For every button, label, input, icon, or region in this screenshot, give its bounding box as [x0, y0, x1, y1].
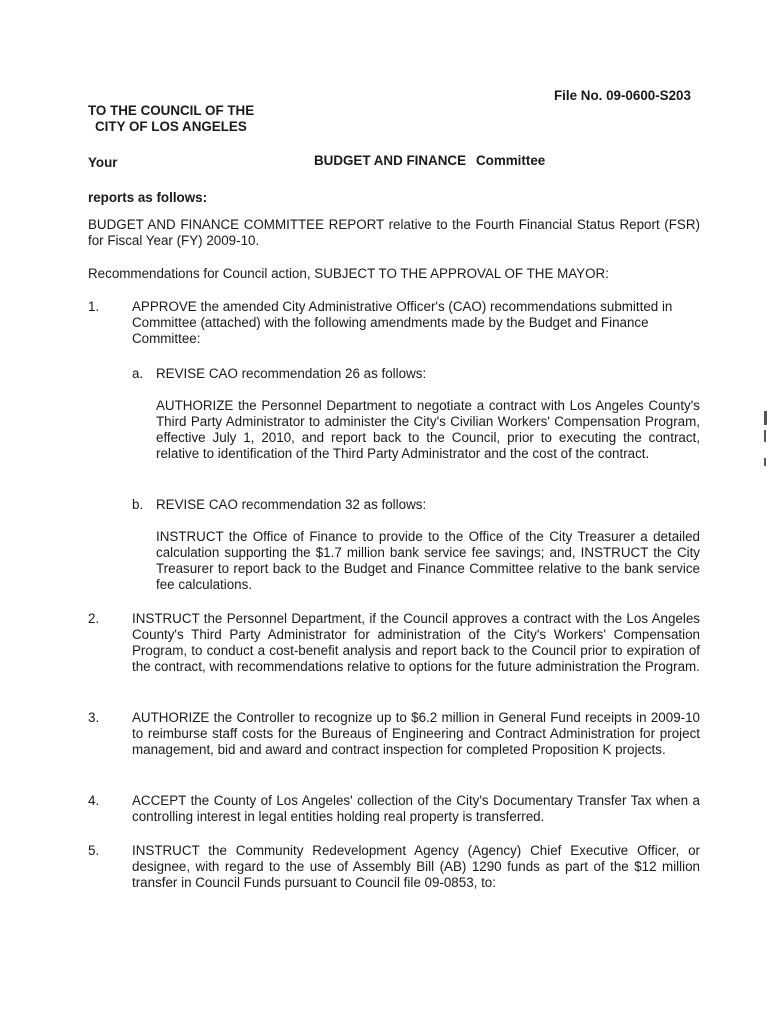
recommendations-intro: Recommendations for Council action, SUBJECT TO THE APPROVAL OF THE MAYOR:	[88, 266, 609, 281]
committee-word: Committee	[476, 153, 546, 168]
subitem-quote: AUTHORIZE the Personnel Department to negotiate a contract with Los Angeles County's Third Party Administrator to administer the City's Civilian Workers' Compensation Program, effective July 1, 2010, and report back to the Council, prior to executing the contract, relative to identification of the Third Party Administrator and the cost of the contract.	[156, 398, 700, 461]
item-number: 3.	[88, 710, 100, 725]
item-number: 1.	[88, 299, 100, 314]
committee-name: BUDGET AND FINANCE	[314, 153, 467, 168]
your-label: Your	[88, 155, 118, 170]
subitem-letter: b.	[132, 497, 144, 512]
item-text: AUTHORIZE the Controller to recognize up to $6.2 million in General Fund receipts in 2009-10 to reimburse staff costs for the Bureaus of Engineering and Contract Administration for project management, bid and award and contract inspection for completed Proposition K projects.	[132, 710, 700, 757]
item-number: 2.	[88, 611, 100, 626]
item-text: INSTRUCT the Personnel Department, if the Council approves a contract with the Los Angeles County's Third Party Administrator for administration of the City's Workers' Compensation Program, to conduct a cost-benefit analysis and report back to the Council prior to expiration of the contract, with recommendations relative to options for the future administration the Program.	[132, 611, 700, 674]
addressee-line-1: TO THE COUNCIL OF THE	[88, 103, 255, 118]
item-number: 4.	[88, 793, 100, 808]
file-number: File No. 09-0600-S203	[554, 88, 691, 103]
scan-artifact	[764, 458, 766, 466]
item-text: INSTRUCT the Community Redevelopment Agency (Agency) Chief Executive Officer, or designee, with regard to the use of Assembly Bill (AB) 1290 funds as part of the $12 million transfer in Council Funds pursuant to Council file 09-0853, to:	[132, 843, 700, 890]
item-text: ACCEPT the County of Los Angeles' collection of the City's Documentary Transfer Tax when a controlling interest in legal entities holding real property is transferred.	[132, 793, 700, 824]
addressee-line-2: CITY OF LOS ANGELES	[95, 119, 247, 134]
scan-artifact	[764, 411, 767, 425]
item-text: APPROVE the amended City Administrative Officer's (CAO) recommendations submitted in Committee (attached) with the following amendments made by the Budget and Finance Committee:	[132, 299, 673, 346]
scan-artifact	[764, 430, 766, 442]
reports-label: reports as follows:	[88, 190, 208, 205]
subitem-quote: INSTRUCT the Office of Finance to provide to the Office of the City Treasurer a detailed calculation supporting the $1.7 million bank service fee savings; and, INSTRUCT the City Treasurer to report back to the Budget and Finance Committee relative to the bank service fee calculations.	[156, 529, 700, 592]
subitem-text: REVISE CAO recommendation 32 as follows:	[156, 497, 427, 512]
subitem-text: REVISE CAO recommendation 26 as follows:	[156, 366, 427, 381]
committee-line	[314, 153, 545, 169]
addressee	[88, 103, 254, 135]
item-number: 5.	[88, 843, 100, 858]
report-subject: BUDGET AND FINANCE COMMITTEE REPORT relative to the Fourth Financial Status Report (FSR) for Fiscal Year (FY) 2009-10.	[88, 217, 700, 248]
subitem-letter: a.	[132, 366, 144, 381]
